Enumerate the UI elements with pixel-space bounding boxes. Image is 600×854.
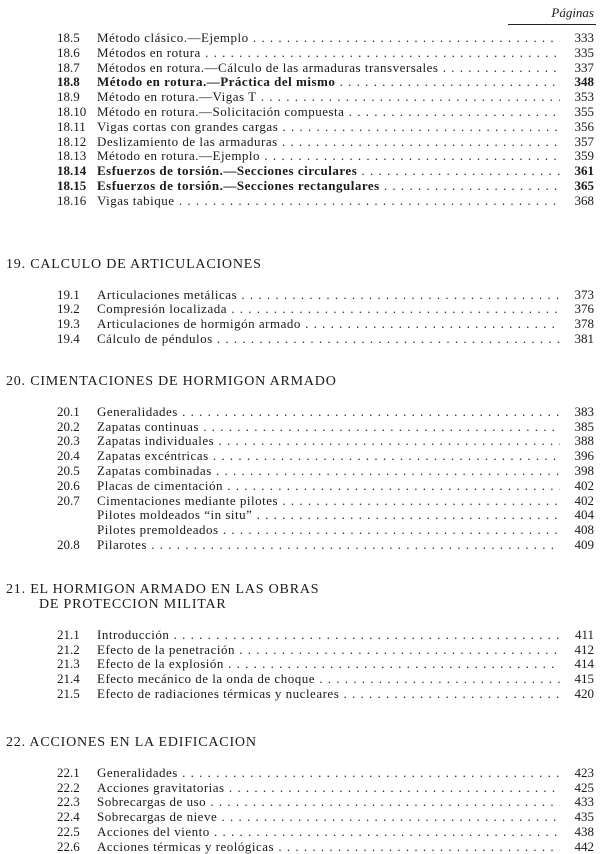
entries-list — [0, 31, 600, 209]
entry-number: 21.3 — [57, 657, 80, 672]
header-rule — [508, 24, 596, 25]
entry-title: Pilotes moldeados “in situ” — [97, 508, 253, 523]
entry-page: 438 — [574, 824, 594, 839]
section-title — [0, 257, 600, 272]
entry-title: Métodos en rotura.—Cálculo de las armaduras transversales — [97, 60, 439, 75]
entry-title: Esfuerzos de torsión.—Secciones rectangulares — [97, 178, 380, 193]
entry-number: 19.3 — [57, 317, 80, 332]
entry-title: Método clásico.—Ejemplo — [97, 31, 249, 45]
entry-title: Generalidades — [97, 404, 178, 419]
entries-list — [0, 405, 600, 553]
entry-title: Método en rotura.—Solicitación compuesta — [97, 104, 345, 119]
entry-number: 20.8 — [57, 537, 80, 552]
entry-number: 20.1 — [57, 404, 80, 419]
toc-entry[interactable] — [0, 194, 600, 209]
toc-entry[interactable] — [0, 781, 600, 796]
toc-entry[interactable] — [0, 61, 600, 76]
entry-number: 18.14 — [57, 164, 87, 179]
entry-page: 373 — [574, 287, 594, 302]
entry-page: 398 — [574, 463, 594, 478]
section-title — [0, 374, 600, 389]
entry-page: 402 — [574, 493, 594, 508]
entry-title: Acciones del viento — [97, 824, 210, 839]
entry-number: 20.5 — [57, 463, 80, 478]
entries-list — [0, 766, 600, 854]
entry-page: 402 — [574, 478, 594, 493]
entry-page: 376 — [574, 302, 594, 317]
entry-page: 385 — [574, 419, 594, 434]
entry-number: 18.13 — [57, 149, 87, 164]
toc-entry[interactable] — [0, 149, 600, 164]
entry-number: 18.10 — [57, 104, 87, 119]
toc-entry[interactable] — [0, 31, 600, 46]
entry-page: 404 — [574, 508, 594, 523]
entry-page: 409 — [574, 537, 594, 552]
entry-number: 20.6 — [57, 478, 80, 493]
toc-entry[interactable] — [0, 643, 600, 658]
entry-page: 356 — [574, 119, 594, 134]
entry-title: Generalidades — [97, 765, 178, 780]
toc-entry[interactable] — [0, 135, 600, 150]
toc-entry[interactable] — [0, 494, 600, 509]
entry-page: 361 — [574, 164, 594, 179]
entry-number: 20.7 — [57, 493, 80, 508]
entry-page: 335 — [574, 45, 594, 60]
entry-title: Efecto mecánico de la onda de choque — [97, 672, 315, 687]
entry-page: 355 — [574, 104, 594, 119]
entry-page: 425 — [574, 780, 594, 795]
toc-entry[interactable] — [0, 825, 600, 840]
entry-number: 21.1 — [57, 627, 80, 642]
section-22 — [0, 735, 600, 854]
entry-page: 365 — [574, 178, 594, 193]
toc-entry[interactable] — [0, 288, 600, 303]
toc-entry[interactable] — [0, 179, 600, 194]
section-heading: 22. ACCIONES EN LA EDIFICACION — [6, 734, 257, 750]
entry-title: Método en rotura.—Ejemplo — [97, 149, 261, 164]
entry-title: Sobrecargas de nieve — [97, 810, 218, 825]
toc-entry[interactable] — [0, 672, 600, 687]
entries-list — [0, 628, 600, 702]
entry-title: Efecto de la explosión — [97, 657, 224, 672]
entry-number: 18.15 — [57, 178, 87, 193]
entry-title: Efecto de radiaciones térmicas y nucleares — [97, 686, 340, 701]
section-heading-continued: DE PROTECCION MILITAR — [39, 596, 227, 612]
toc-entry[interactable] — [0, 302, 600, 317]
entry-title: Pilarotes — [97, 537, 147, 552]
entry-page: 411 — [574, 627, 594, 642]
entry-number: 18.8 — [57, 75, 80, 90]
entry-page: 357 — [574, 134, 594, 149]
entry-number: 21.5 — [57, 686, 80, 701]
entry-number: 22.6 — [57, 839, 80, 854]
section-title — [0, 735, 600, 750]
toc-entry[interactable] — [0, 479, 600, 494]
entry-page: 415 — [574, 672, 594, 687]
entry-title: Articulaciones de hormigón armado — [97, 317, 301, 332]
toc-subentry[interactable] — [0, 523, 600, 538]
entry-page: 337 — [574, 60, 594, 75]
entry-page: 420 — [574, 686, 594, 701]
toc-entry[interactable] — [0, 657, 600, 672]
toc-entry[interactable] — [0, 332, 600, 347]
entry-title: Método en rotura.—Práctica del mismo — [97, 75, 336, 90]
entry-number: 18.12 — [57, 134, 87, 149]
section-20 — [0, 374, 600, 553]
section-heading: 20. CIMENTACIONES DE HORMIGON ARMADO — [6, 373, 337, 389]
entry-title: Vigas cortas con grandes cargas — [97, 119, 279, 134]
entry-number: 18.16 — [57, 193, 87, 208]
toc-entry[interactable] — [0, 464, 600, 479]
entry-page: 368 — [574, 193, 594, 208]
entry-page: 408 — [574, 523, 594, 538]
entry-page: 433 — [574, 795, 594, 810]
entry-title: Compresión localizada — [97, 302, 227, 317]
entry-page: 378 — [574, 317, 594, 332]
toc-entry[interactable] — [0, 766, 600, 781]
entry-title: Métodos en rotura — [97, 45, 201, 60]
table-of-contents — [0, 31, 600, 854]
entry-page: 383 — [574, 404, 594, 419]
entry-number: 19.2 — [57, 302, 80, 317]
entry-title: Acciones gravitatorias — [97, 780, 225, 795]
entry-page: 396 — [574, 449, 594, 464]
section-19 — [0, 257, 600, 347]
entry-number: 22.3 — [57, 795, 80, 810]
toc-entry[interactable] — [0, 105, 600, 120]
toc-entry[interactable] — [0, 420, 600, 435]
entry-page: 381 — [574, 331, 594, 346]
entry-number: 22.5 — [57, 824, 80, 839]
entry-page: 414 — [574, 657, 594, 672]
entry-number: 21.2 — [57, 642, 80, 657]
page-header — [0, 0, 600, 28]
entry-page: 353 — [574, 90, 594, 105]
toc-entry[interactable] — [0, 687, 600, 702]
entry-number: 20.4 — [57, 449, 80, 464]
entry-number: 19.1 — [57, 287, 80, 302]
entry-title: Cálculo de péndulos — [97, 331, 213, 346]
toc-entry[interactable] — [0, 75, 600, 90]
entry-number: 19.4 — [57, 331, 80, 346]
entry-title: Introducción — [97, 627, 170, 642]
entry-title: Sobrecargas de uso — [97, 795, 207, 810]
entry-number: 22.1 — [57, 765, 80, 780]
toc-entry[interactable] — [0, 538, 600, 553]
entry-number: 18.6 — [57, 45, 80, 60]
section-heading: 19. CALCULO DE ARTICULACIONES — [6, 256, 262, 272]
section-title — [0, 582, 600, 612]
entry-title: Zapatas continuas — [97, 419, 199, 434]
toc-entry[interactable] — [0, 46, 600, 61]
section-21 — [0, 582, 600, 702]
entry-title: Método en rotura.—Vigas T — [97, 90, 257, 105]
entry-title: Deslizamiento de las armaduras — [97, 134, 278, 149]
entry-page: 423 — [574, 765, 594, 780]
toc-entry[interactable] — [0, 164, 600, 179]
entry-page: 333 — [574, 31, 594, 45]
toc-entry[interactable] — [0, 90, 600, 105]
entry-number: 18.9 — [57, 90, 80, 105]
entry-title: Vigas tabique — [97, 193, 175, 208]
entry-title: Esfuerzos de torsión.—Secciones circulares — [97, 164, 358, 179]
entry-number: 21.4 — [57, 672, 80, 687]
section-18-continued — [0, 31, 600, 209]
entry-number: 18.7 — [57, 60, 80, 75]
toc-entry[interactable] — [0, 449, 600, 464]
toc-entry[interactable] — [0, 795, 600, 810]
entry-title: Placas de cimentación — [97, 478, 224, 493]
entry-title: Zapatas individuales — [97, 434, 215, 449]
entry-title: Acciones térmicas y reológicas — [97, 839, 275, 854]
entry-number: 18.11 — [57, 119, 86, 134]
entry-number: 18.5 — [57, 31, 80, 45]
toc-entry[interactable] — [0, 628, 600, 643]
entry-page: 412 — [574, 642, 594, 657]
entry-title: Pilotes premoldeados — [97, 523, 219, 538]
entry-page: 435 — [574, 810, 594, 825]
toc-entry[interactable] — [0, 434, 600, 449]
entry-title: Articulaciones metálicas — [97, 287, 238, 302]
toc-subentry[interactable] — [0, 508, 600, 523]
entry-page: 442 — [574, 839, 594, 854]
toc-entry[interactable] — [0, 840, 600, 854]
entry-number: 22.2 — [57, 780, 80, 795]
entry-page: 348 — [574, 75, 594, 90]
entry-title: Zapatas excéntricas — [97, 449, 209, 464]
section-heading: 21. EL HORMIGON ARMADO EN LAS OBRAS — [6, 581, 320, 597]
toc-entry[interactable] — [0, 810, 600, 825]
entry-page: 388 — [574, 434, 594, 449]
entry-number: 20.2 — [57, 419, 80, 434]
toc-entry[interactable] — [0, 120, 600, 135]
pages-column-label: Páginas — [551, 5, 594, 20]
entry-number: 22.4 — [57, 810, 80, 825]
entry-title: Cimentaciones mediante pilotes — [97, 493, 279, 508]
entry-number: 20.3 — [57, 434, 80, 449]
entry-title: Zapatas combinadas — [97, 463, 212, 478]
toc-entry[interactable] — [0, 317, 600, 332]
entries-list — [0, 288, 600, 347]
entry-title: Efecto de la penetración — [97, 642, 235, 657]
toc-entry[interactable] — [0, 405, 600, 420]
entry-page: 359 — [574, 149, 594, 164]
